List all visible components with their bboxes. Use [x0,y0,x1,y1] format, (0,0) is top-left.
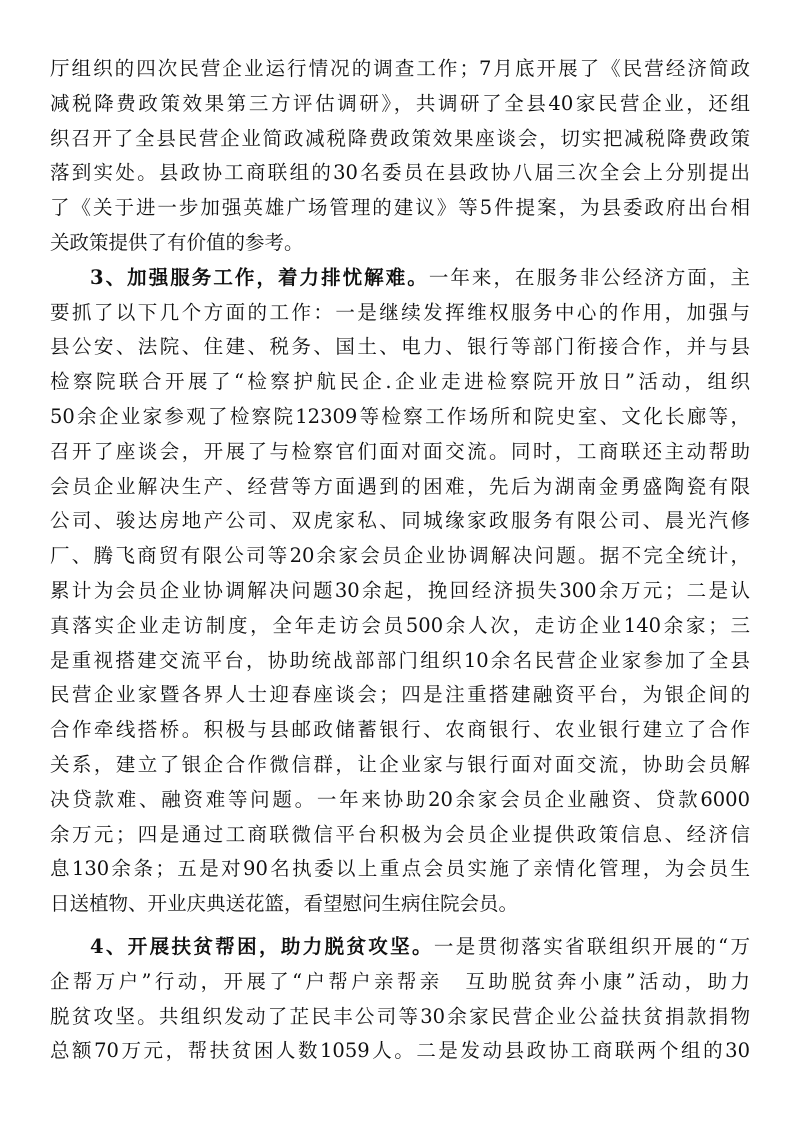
text-line: 日送植物、开业庆典送花篮，看望慰问生病住院会员。 [50,892,519,916]
section-heading-4: 4、开展扶贫帮困，助力脱贫攻坚。 [90,934,434,958]
text-line: 脱贫攻坚。共组织发动了芷民丰公司等30余家民营企业公益扶贫捐款捐物 [50,1004,750,1028]
text-line [50,261,750,296]
text-line: 民营企业家暨各界人士迎春座谈会；四是注重搭建融资平台，为银企间的 [50,683,750,707]
text-line: 决贷款难、融资难等问题。一年来协助20余家会员企业融资、贷款6000 [50,787,750,811]
text-line: 检察院联合开展了“检察护航民企.企业走进检察院开放日”活动，组织 [50,370,750,394]
text-line: 是重视搭建交流平台，协助统战部部门组织10余名民营企业家参加了全县 [50,648,750,672]
text-line: 余万元；四是通过工商联微信平台积极为会员企业提供政策信息、经济信 [50,822,750,846]
text-line: 真落实企业走访制度，全年走访会员500余人次，走访企业140余家；三 [50,613,750,637]
document-page [50,52,750,1069]
text-line: 织召开了全县民营企业简政减税降费政策效果座谈会，切实把减税降费政策 [50,126,750,150]
paragraph-service-work [50,261,750,922]
text-line: 要抓了以下几个方面的工作：一是继续发挥维权服务中心的作用，加强与 [50,300,750,324]
text-line: 厂、腾飞商贸有限公司等20余家会员企业协调解决问题。据不完全统计， [50,544,750,568]
text-line: 召开了座谈会，开展了与检察官们面对面交流。同时，工商联还主动帮助 [50,439,750,463]
text-run: 一年来，在服务非公经济方面，主 [428,265,750,289]
text-line [50,930,750,965]
paragraph-survey-work [50,52,750,261]
text-line: 合作牵线搭桥。积极与县邮政储蓄银行、农商银行、农业银行建立了合作 [50,718,750,742]
text-line: 50余企业家参观了检察院12309等检察工作场所和院史室、文化长廊等， [50,404,750,428]
text-line: 企帮万户”行动，开展了“户帮户亲帮亲 互助脱贫奔小康”活动，助力 [50,969,750,993]
text-line: 县公安、法院、住建、税务、国土、电力、银行等部门衔接合作，并与县 [50,335,750,359]
section-heading-3: 3、加强服务工作，着力排忧解难。 [90,265,429,289]
text-line: 关政策提供了有价值的参考。 [50,230,304,254]
text-line: 会员企业解决生产、经营等方面遇到的困难，先后为湖南金勇盛陶瓷有限 [50,474,750,498]
text-line: 息130余条；五是对90名执委以上重点会员实施了亲情化管理，为会员生 [50,857,750,881]
text-line: 总额70万元，帮扶贫困人数1059人。二是发动县政协工商联两个组的30 [50,1039,750,1063]
text-line: 了《关于进一步加强英雄广场管理的建议》等5件提案，为县委政府出台相 [50,196,750,220]
text-line: 公司、骏达房地产公司、双虎家私、同城缘家政服务有限公司、晨光汽修 [50,509,750,533]
paragraph-poverty-alleviation [50,930,750,1069]
text-run: 一是贯彻落实省联组织开展的“万 [433,934,750,958]
text-line: 落到实处。县政协工商联组的30名委员在县政协八届三次全会上分别提出 [50,161,750,185]
text-line: 关系，建立了银企合作微信群，让企业家与银行面对面交流，协助会员解 [50,752,750,776]
text-line: 累计为会员企业协调解决问题30余起，挽回经济损失300余万元；二是认 [50,578,750,602]
text-line: 减税降费政策效果第三方评估调研》，共调研了全县40家民营企业，还组 [50,91,750,115]
text-line: 厅组织的四次民营企业运行情况的调查工作；7月底开展了《民营经济简政 [50,57,750,80]
paragraph-gap [50,922,750,930]
